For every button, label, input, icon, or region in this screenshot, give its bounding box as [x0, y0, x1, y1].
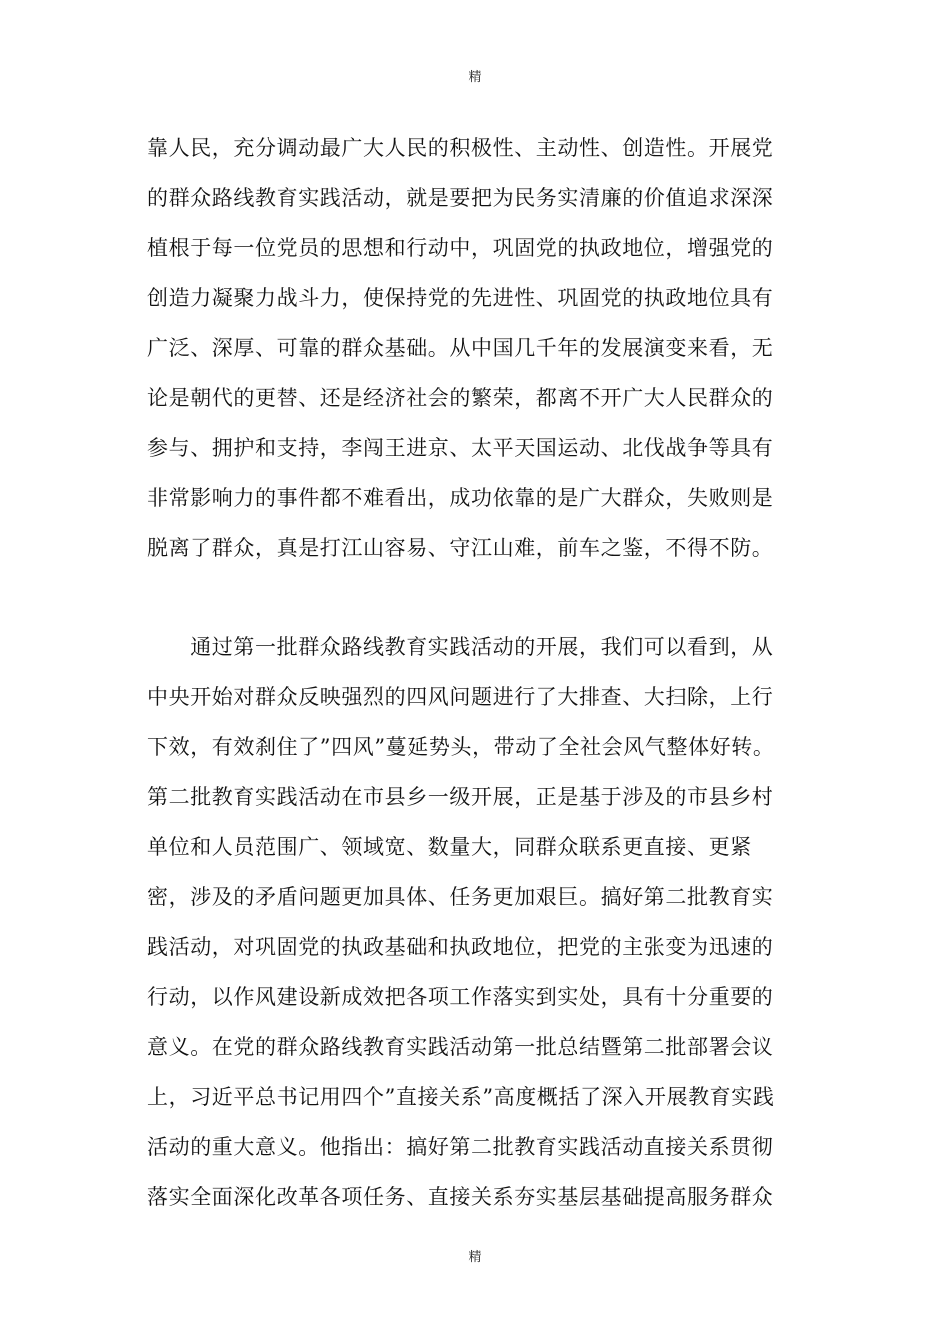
text-line: 脱离了群众，真是打江山容易、守江山难，前车之鉴，不得不防。: [147, 536, 774, 560]
text-line: 行动，以作风建设新成效把各项工作落实到实处，具有十分重要的: [147, 985, 774, 1009]
text-line: 的群众路线教育实践活动，就是要把为民务实清廉的价值追求深深: [147, 186, 774, 210]
text-line: 践活动，对巩固党的执政基础和执政地位，把党的主张变为迅速的: [147, 935, 774, 959]
page-footer-mark: 精: [468, 1250, 482, 1265]
text-line: 落实全面深化改革各项任务、直接关系夯实基层基础提高服务群众: [147, 1185, 774, 1209]
text-line: 上，习近平总书记用四个”直接关系”高度概括了深入开展教育实践: [147, 1085, 775, 1109]
text-line: 靠人民，充分调动最广大人民的积极性、主动性、创造性。开展党: [147, 136, 774, 160]
page-header-mark: 精: [468, 70, 482, 85]
text-line: 创造力凝聚力战斗力，使保持党的先进性、巩固党的执政地位具有: [147, 286, 774, 310]
text-line: 广泛、深厚、可靠的群众基础。从中国几千年的发展演变来看，无: [147, 336, 774, 360]
text-line: 第二批教育实践活动在市县乡一级开展，正是基于涉及的市县乡村: [147, 785, 774, 809]
text-line: 中央开始对群众反映强烈的四风问题进行了大排查、大扫除，上行: [147, 685, 774, 709]
text-line: 植根于每一位党员的思想和行动中，巩固党的执政地位，增强党的: [147, 236, 774, 260]
text-line: 参与、拥护和支持，李闯王进京、太平天国运动、北伐战争等具有: [147, 436, 774, 460]
text-line: 非常影响力的事件都不难看出，成功依靠的是广大群众，失败则是: [147, 486, 774, 510]
text-line: 通过第一批群众路线教育实践活动的开展，我们可以看到，从: [147, 635, 774, 659]
text-line: 单位和人员范围广、领域宽、数量大，同群众联系更直接、更紧: [147, 835, 752, 859]
paragraph-2: [147, 622, 807, 1222]
text-line: 密，涉及的矛盾问题更加具体、任务更加艰巨。搞好第二批教育实: [147, 885, 774, 909]
text-line: 论是朝代的更替、还是经济社会的繁荣，都离不开广大人民群众的: [147, 386, 774, 410]
text-line: 活动的重大意义。他指出：搞好第二批教育实践活动直接关系贯彻: [147, 1135, 774, 1159]
text-line: 下效，有效刹住了”四风”蔓延势头，带动了全社会风气整体好转。: [147, 735, 775, 759]
paragraph-1: [147, 123, 807, 573]
text-line: 意义。在党的群众路线教育实践活动第一批总结暨第二批部署会议: [147, 1035, 774, 1059]
